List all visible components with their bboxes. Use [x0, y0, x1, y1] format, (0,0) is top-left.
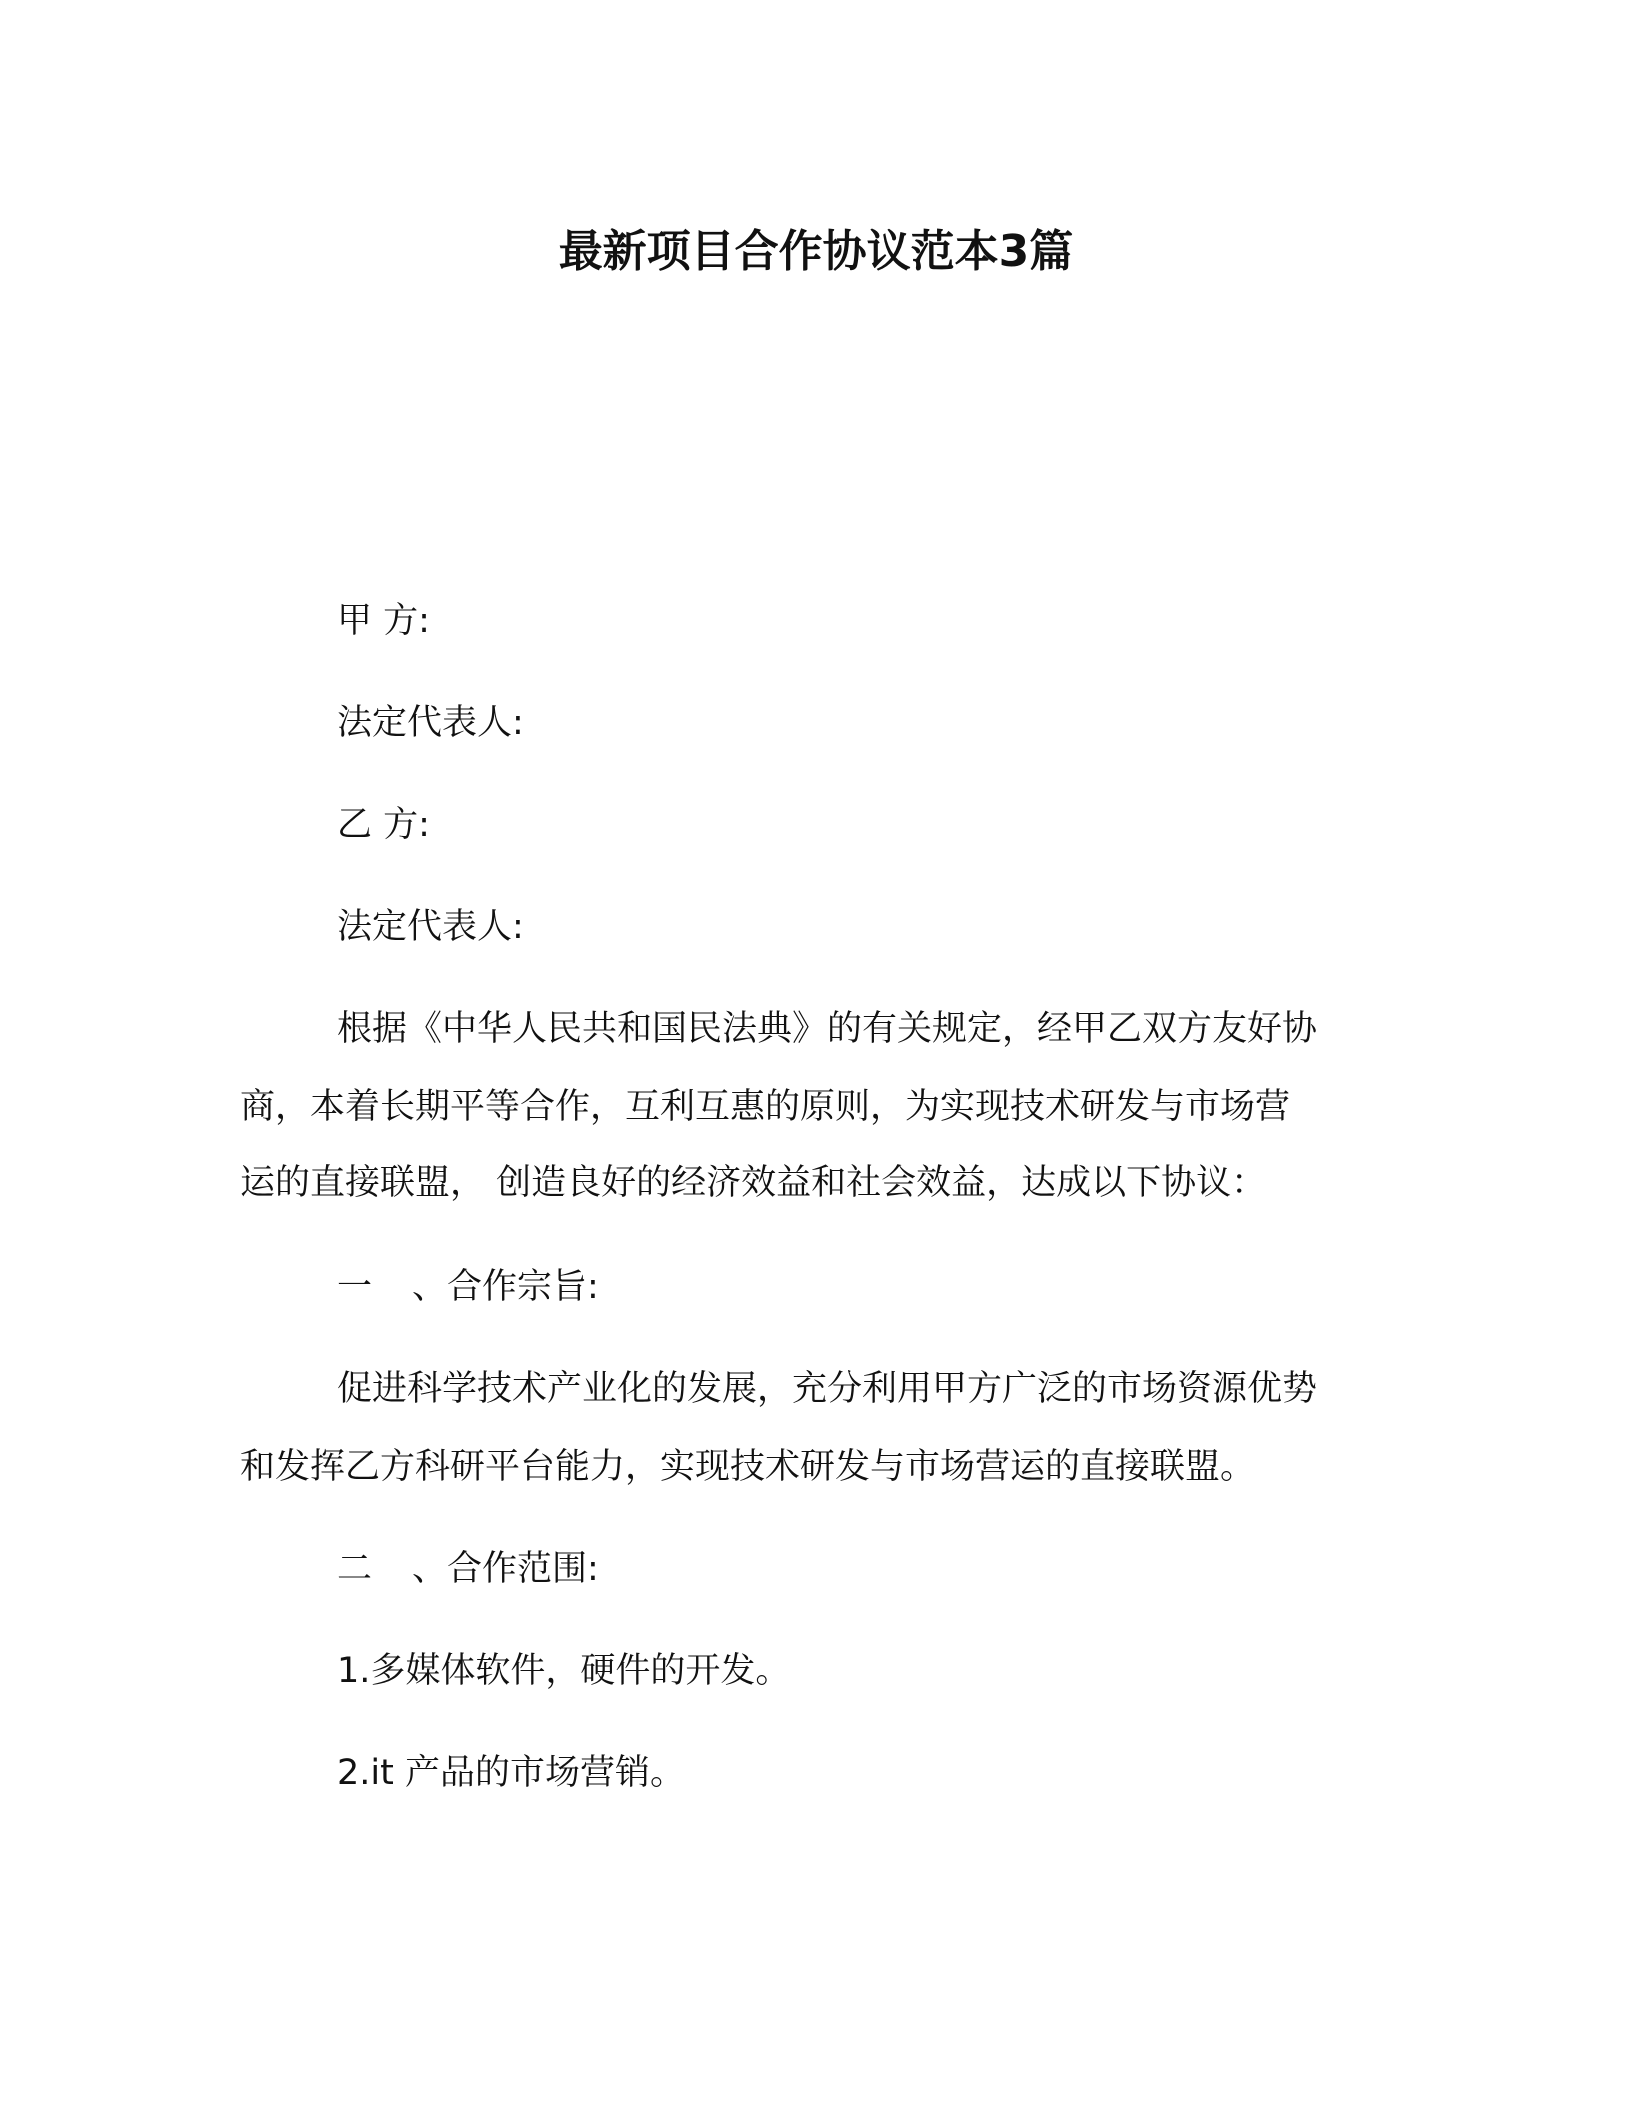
- section-1-heading: [337, 1262, 599, 1312]
- intro-paragraph-line-3: 运的直接联盟， 创造良好的经济效益和社会效益，达成以下协议：: [240, 1163, 1267, 1203]
- section-2-item-2: 2.it 产品的市场营销。: [337, 1753, 685, 1793]
- section-2-item-1: 1.多媒体软件，硬件的开发。: [337, 1651, 791, 1691]
- section-1-title: 、合作宗旨:: [412, 1267, 599, 1307]
- section-1-number: 一: [337, 1267, 373, 1307]
- party-a-label: 甲 方:: [337, 601, 430, 641]
- section-1-body-line-1: 促进科学技术产业化的发展，充分利用甲方广泛的市场资源优势: [337, 1369, 1318, 1409]
- section-2-heading: [337, 1544, 599, 1594]
- party-b-label: 乙 方:: [337, 805, 430, 845]
- party-a-representative-label: 法定代表人:: [337, 703, 524, 743]
- section-1-body-line-2: 和发挥乙方科研平台能力，实现技术研发与市场营运的直接联盟。: [240, 1447, 1256, 1487]
- party-b-representative-label: 法定代表人:: [337, 907, 524, 947]
- section-2-title: 、合作范围:: [412, 1549, 599, 1589]
- intro-paragraph-line-2: 商，本着长期平等合作，互利互惠的原则，为实现技术研发与市场营: [240, 1087, 1291, 1127]
- document-title: 最新项目合作协议范本3篇: [558, 226, 1074, 277]
- section-2-number: 二: [337, 1549, 373, 1589]
- intro-paragraph-line-1: 根据《中华人民共和国民法典》的有关规定，经甲乙双方友好协: [337, 1009, 1318, 1049]
